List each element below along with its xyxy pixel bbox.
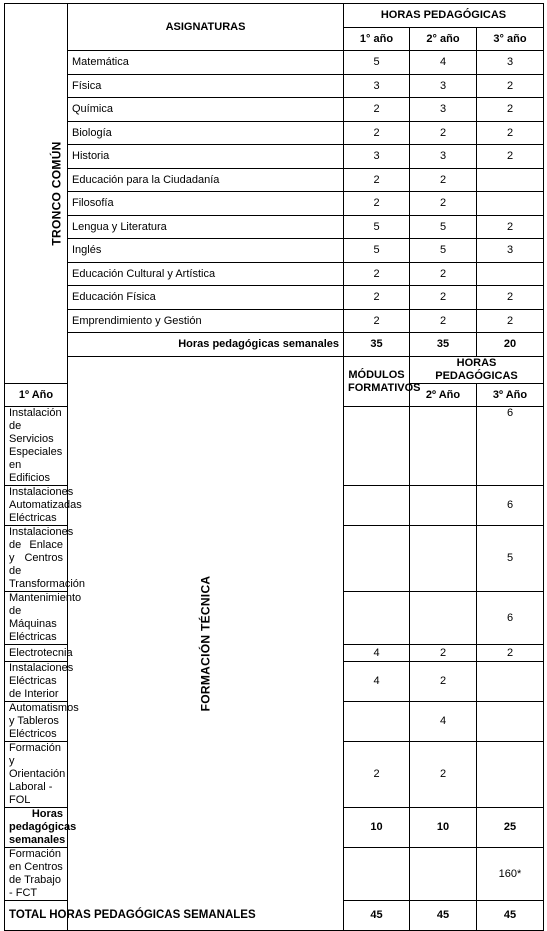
tronco-total-year-1: 35 <box>344 333 410 357</box>
table-row <box>5 263 544 286</box>
hours-year-3 <box>477 169 544 192</box>
table-row <box>5 75 544 98</box>
hours-year-3: 3 <box>477 239 544 263</box>
tronco-year-1-header: 1° año <box>344 28 410 51</box>
tecnica-total-year-3: 25 <box>477 808 544 848</box>
subject-name: Biología <box>68 122 344 145</box>
hours-year-2 <box>410 486 477 526</box>
curriculum-table <box>4 3 544 931</box>
tronco-total-label: Horas pedagógicas semanales <box>68 333 344 357</box>
hours-year-2: 2 <box>410 310 477 333</box>
grand-total-year-1: 45 <box>344 901 410 931</box>
tronco-hours-header: HORAS PEDAGÓGICAS <box>344 4 544 28</box>
hours-year-3: 2 <box>477 286 544 310</box>
table-row <box>5 216 544 239</box>
tecnica-hours-header: HORAS PEDAGÓGICAS <box>410 357 544 384</box>
subject-name: Filosofía <box>68 192 344 216</box>
tronco-total-year-3: 20 <box>477 333 544 357</box>
hours-year-1 <box>344 592 410 645</box>
hours-year-1: 2 <box>344 192 410 216</box>
hours-year-3: 2 <box>477 310 544 333</box>
hours-year-2: 2 <box>410 742 477 808</box>
hours-year-3: 2 <box>477 98 544 122</box>
hours-year-2: 5 <box>410 239 477 263</box>
hours-year-2: 3 <box>410 75 477 98</box>
hours-year-1: 2 <box>344 742 410 808</box>
table-row <box>5 98 544 122</box>
hours-year-3: 6 <box>477 486 544 526</box>
subject-name: Historia <box>68 145 344 169</box>
hours-year-3: 5 <box>477 526 544 592</box>
hours-year-2: 2 <box>410 263 477 286</box>
hours-year-2: 4 <box>410 702 477 742</box>
module-name: Electrotecnia <box>5 645 68 662</box>
subject-name: Inglés <box>68 239 344 263</box>
hours-year-2: 3 <box>410 145 477 169</box>
tronco-section-label: TRONCO COMÚN <box>49 140 64 246</box>
hours-year-3 <box>477 662 544 702</box>
subject-name: Emprendimiento y Gestión <box>68 310 344 333</box>
hours-year-1: 2 <box>344 98 410 122</box>
hours-year-3 <box>477 742 544 808</box>
module-name: Automatismos y Tableros Eléctricos <box>5 702 68 742</box>
table-row <box>5 239 544 263</box>
hours-year-3 <box>477 263 544 286</box>
subject-name: Física <box>68 75 344 98</box>
module-name: Instalaciones de Enlace y Centros de Transformación <box>5 526 68 592</box>
table-row <box>5 145 544 169</box>
hours-year-1: 4 <box>344 662 410 702</box>
hours-year-3: 2 <box>477 122 544 145</box>
module-name: Formación y Orientación Laboral - FOL <box>5 742 68 808</box>
hours-year-2: 2 <box>410 645 477 662</box>
hours-year-3 <box>477 702 544 742</box>
subject-name: Matemática <box>68 51 344 75</box>
tecnica-section-label: FORMACIÓN TÉCNICA <box>197 575 212 711</box>
hours-year-2 <box>410 526 477 592</box>
table-row <box>5 122 544 145</box>
hours-year-2: 2 <box>410 122 477 145</box>
subject-name: Educación Cultural y Artística <box>68 263 344 286</box>
hours-year-2: 5 <box>410 216 477 239</box>
tecnica-section-cell <box>68 357 344 931</box>
hours-year-2: 4 <box>410 51 477 75</box>
module-name: Mantenimiento de Máquinas Eléctricas <box>5 592 68 645</box>
hours-year-1 <box>344 526 410 592</box>
hours-year-1: 2 <box>344 286 410 310</box>
subject-name: Química <box>68 98 344 122</box>
subjects-header: ASIGNATURAS <box>68 4 344 51</box>
table-row <box>5 169 544 192</box>
fct-year-1 <box>344 848 410 901</box>
hours-year-1: 3 <box>344 75 410 98</box>
hours-year-1: 5 <box>344 51 410 75</box>
tecnica-year-3-header: 3º Año <box>477 384 544 407</box>
table-row <box>5 192 544 216</box>
subject-name: Educación Física <box>68 286 344 310</box>
hours-year-1: 5 <box>344 239 410 263</box>
module-name: Instalaciones Eléctricas de Interior <box>5 662 68 702</box>
subject-name: Educación para la Ciudadanía <box>68 169 344 192</box>
grand-total-year-2: 45 <box>410 901 477 931</box>
hours-year-1 <box>344 407 410 486</box>
hours-year-2: 2 <box>410 169 477 192</box>
hours-year-1: 3 <box>344 145 410 169</box>
tronco-total-year-2: 35 <box>410 333 477 357</box>
hours-year-3 <box>477 192 544 216</box>
grand-total-label: TOTAL HORAS PEDAGÓGICAS SEMANALES <box>5 901 344 931</box>
hours-year-3: 6 <box>477 592 544 645</box>
hours-year-2: 3 <box>410 98 477 122</box>
hours-year-1: 2 <box>344 169 410 192</box>
hours-year-2: 2 <box>410 286 477 310</box>
hours-year-3: 6 <box>477 407 544 486</box>
tecnica-year-1-header: 1º Año <box>5 384 68 407</box>
hours-year-2 <box>410 407 477 486</box>
tecnica-year-2-header: 2º Año <box>410 384 477 407</box>
grand-total-year-3: 45 <box>477 901 544 931</box>
hours-year-1: 2 <box>344 263 410 286</box>
tronco-year-2-header: 2° año <box>410 28 477 51</box>
hours-year-1 <box>344 486 410 526</box>
hours-year-3: 2 <box>477 145 544 169</box>
tecnica-header-row-1 <box>5 357 544 384</box>
hours-year-1: 5 <box>344 216 410 239</box>
fct-year-2 <box>410 848 477 901</box>
hours-year-3: 2 <box>477 645 544 662</box>
module-name: Instalaciones Automatizadas Eléctricas <box>5 486 68 526</box>
hours-year-3: 3 <box>477 51 544 75</box>
tecnica-total-label: Horas pedagógicas semanales <box>5 808 68 848</box>
fct-year-3: 160* <box>477 848 544 901</box>
hours-year-3: 2 <box>477 216 544 239</box>
fct-label: Formación en Centros de Trabajo - FCT <box>5 848 68 901</box>
table-row <box>5 51 544 75</box>
hours-year-1: 2 <box>344 310 410 333</box>
modules-header: MÓDULOS FORMATIVOS <box>344 357 410 407</box>
tronco-header-row-1 <box>5 4 544 28</box>
module-name: Instalación de Servicios Especiales en Edificios <box>5 407 68 486</box>
grand-total-row <box>5 901 544 931</box>
hours-year-2 <box>410 592 477 645</box>
hours-year-1: 4 <box>344 645 410 662</box>
hours-year-2: 2 <box>410 192 477 216</box>
tronco-year-3-header: 3° año <box>477 28 544 51</box>
tecnica-total-year-1: 10 <box>344 808 410 848</box>
table-row <box>5 286 544 310</box>
hours-year-1 <box>344 702 410 742</box>
tronco-total-row <box>5 333 544 357</box>
hours-year-1: 2 <box>344 122 410 145</box>
table-row <box>5 310 544 333</box>
subject-name: Lengua y Literatura <box>68 216 344 239</box>
tronco-section-cell <box>5 4 68 384</box>
tecnica-total-year-2: 10 <box>410 808 477 848</box>
hours-year-2: 2 <box>410 662 477 702</box>
hours-year-3: 2 <box>477 75 544 98</box>
